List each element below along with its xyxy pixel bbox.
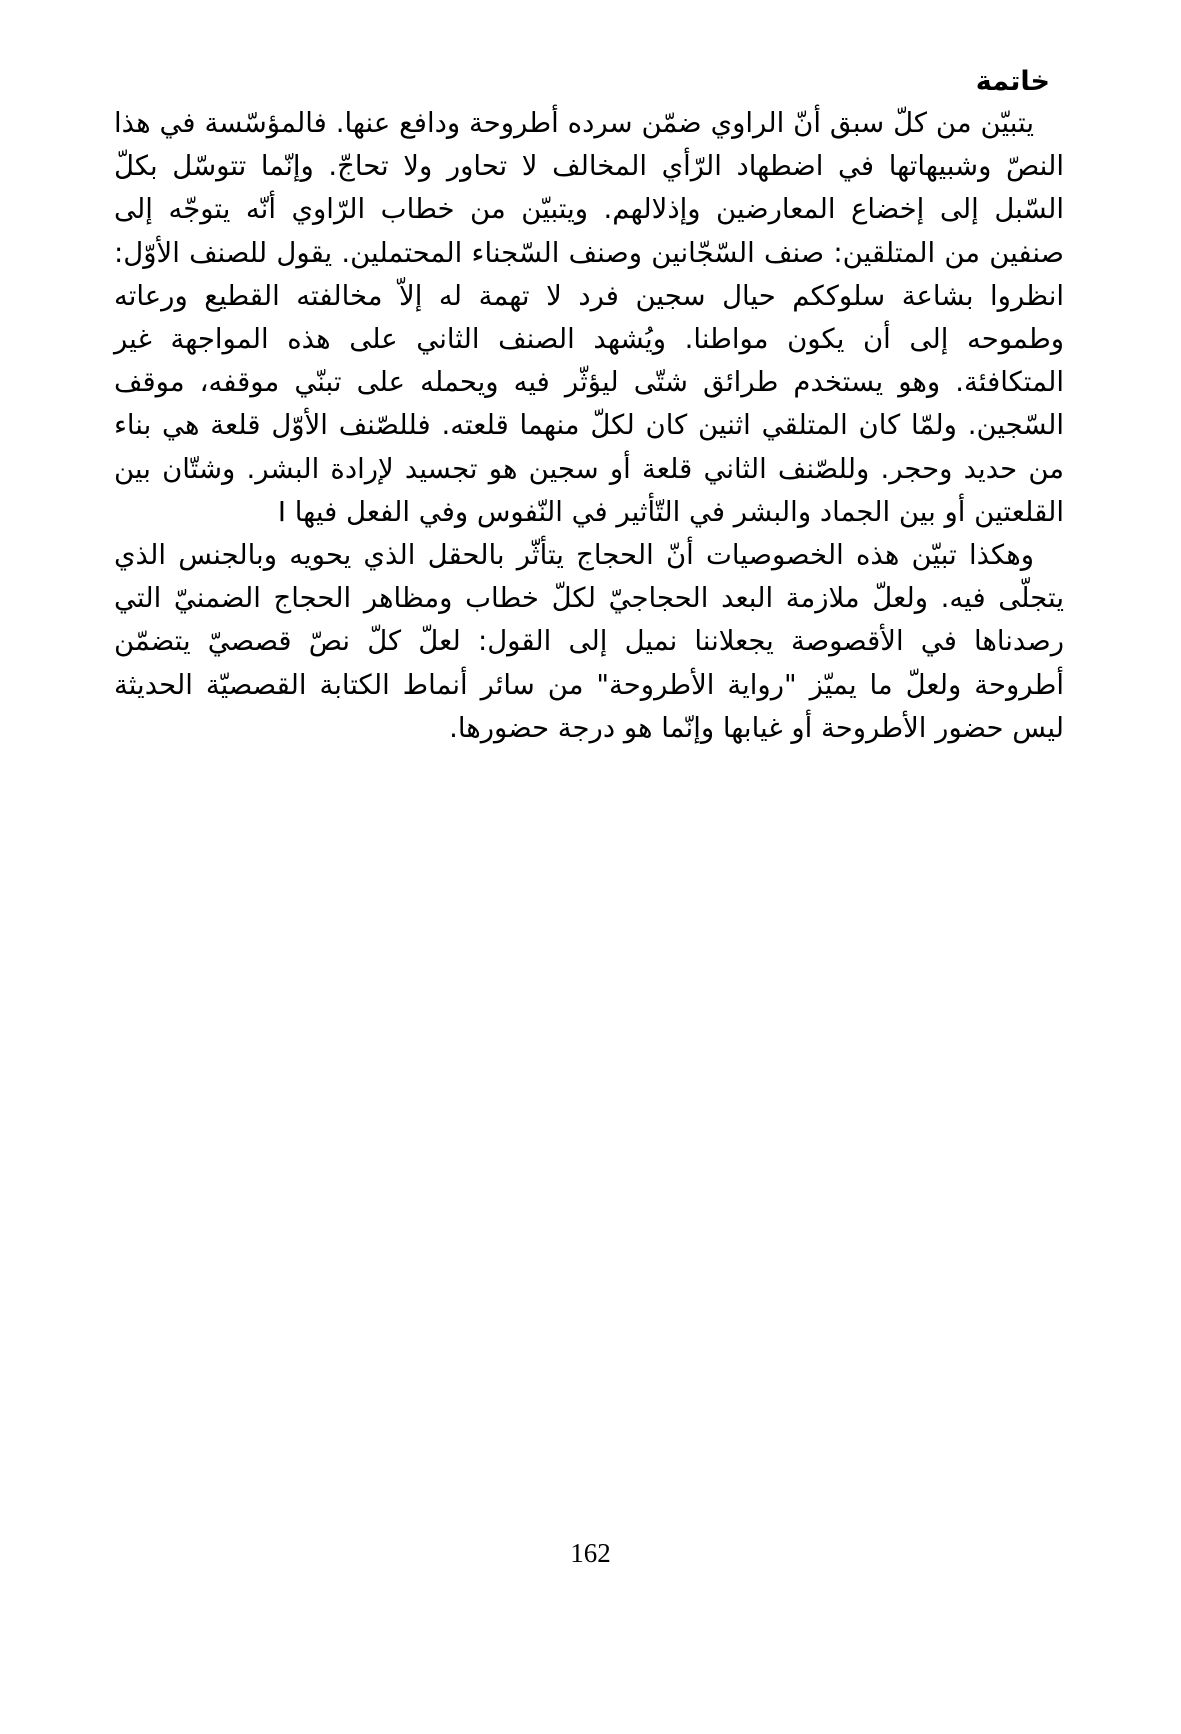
section-heading: خاتمة [975, 66, 1050, 97]
page-number: 162 [570, 1538, 611, 1568]
paragraph-2: وهكذا تبيّن هذه الخصوصيات أنّ الحجاج يتأثّر بالحقل الذي يحويه وبالجنس الذي يتجلّى فيه. ولعلّ ملازمة البعد الحجاجيّ لكلّ خطاب ومظاهر الحجاج الضمنيّ التي رصدناها في الأقصوصة يجعلاننا نميل إلى القول: لعلّ كلّ نصّ قصصيّ يتضمّن أطروحة ولعلّ ما يميّز "رواية الأطروحة" من سائر أنماط الكتابة القصصيّة الحديثة ليس حضور الأطروحة أو غيابها وإنّما هو درجة حضورها. [114, 539, 1064, 744]
body-text [114, 62, 1064, 750]
paragraph-1: يتبيّن من كلّ سبق أنّ الراوي ضمّن سرده أطروحة ودافع عنها. فالمؤسّسة في هذا النصّ وشبيهاتها في اضطهاد الرّأي المخالف لا تحاور ولا تحاجّ. وإنّما تتوسّل بكلّ السّبل إلى إخضاع المعارضين وإذلالهم. ويتبيّن من خطاب الرّاوي أنّه يتوجّه إلى صنفين من المتلقين: صنف السّجّانين وصنف السّجناء المحتملين. يقول للصنف الأوّل: انظروا بشاعة سلوككم حيال سجين فرد لا تهمة له إلاّ مخالفته القطيع ورعاته وطموحه إلى أن يكون مواطنا. ويُشهد الصنف الثاني على هذه المواجهة غير المتكافئة. وهو يستخدم طرائق شتّى ليؤثّر فيه ويحمله على تبنّي موقفه، موقف السّجين. ولمّا كان المتلقي اثنين كان لكلّ منهما قلعته. فللصّنف الأوّل قلعة هي بناء من حديد وحجر. وللصّنف الثاني قلعة أو سجين هو تجسيد لإرادة البشر. وشتّان بين القلعتين أو بين الجماد والبشر في التّأثير في النّفوس وفي الفعل فيها I [114, 107, 1064, 528]
